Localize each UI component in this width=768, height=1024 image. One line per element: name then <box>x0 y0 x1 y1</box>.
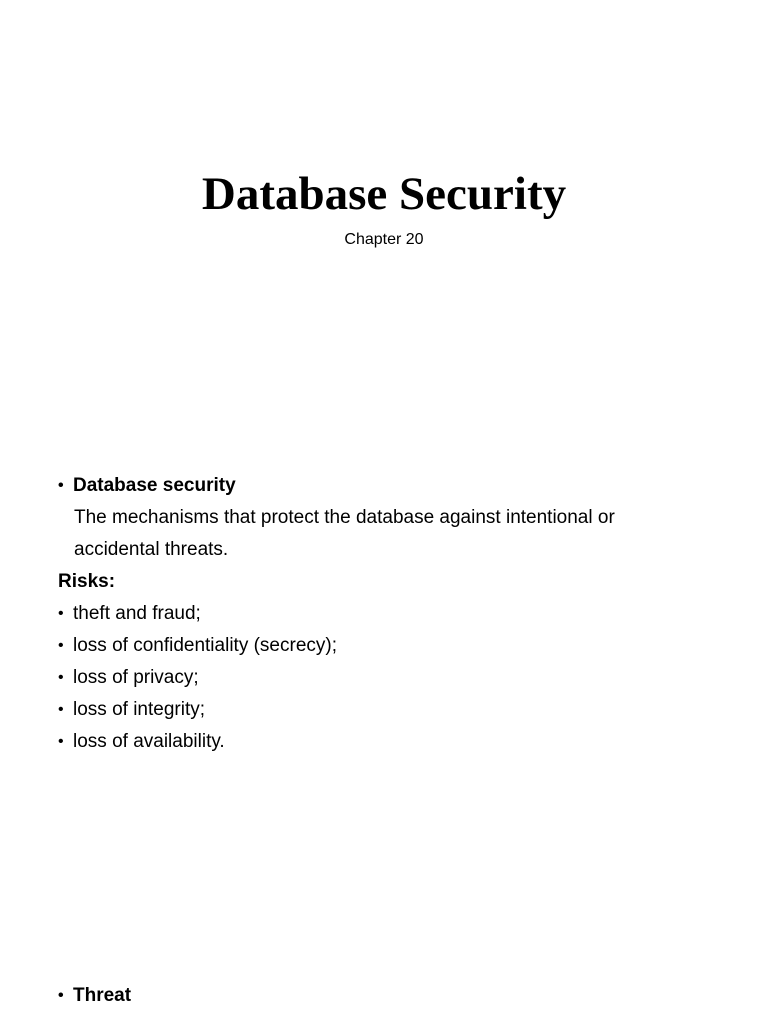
risk-item: • loss of confidentiality (secrecy); <box>58 630 738 662</box>
risk-item: • loss of integrity; <box>58 694 738 726</box>
definition-line: The mechanisms that protect the database against intentional or <box>74 507 615 528</box>
threat-slide <box>58 980 738 1012</box>
definition-line: accidental threats. <box>74 539 229 560</box>
risks-label: Risks: <box>58 571 116 592</box>
risk-item: • loss of availability. <box>58 726 738 758</box>
database-security-slide <box>58 470 738 758</box>
risk-item: • loss of privacy; <box>58 662 738 694</box>
risk-item: • theft and fraud; <box>58 598 738 630</box>
database-security-heading: • Database security <box>58 470 738 502</box>
slide-title: Database Security <box>201 168 567 220</box>
threat-heading: • Threat <box>58 980 738 1012</box>
slide-subtitle: Chapter 20 <box>344 231 424 248</box>
